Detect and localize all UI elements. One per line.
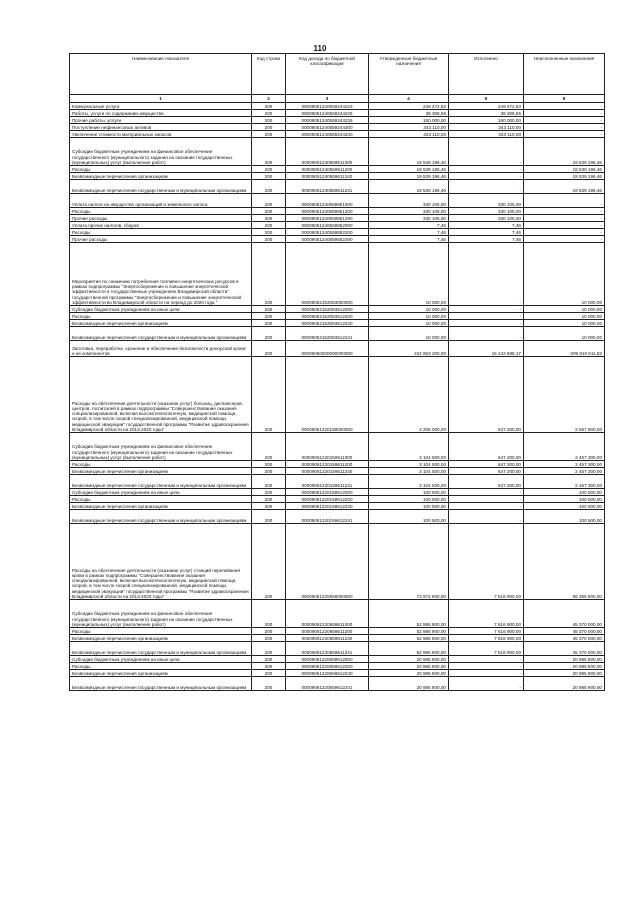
row-approved-cell: 19 539 196,46 <box>369 180 449 194</box>
row-approved-cell: 52 986 900,00 <box>369 600 449 628</box>
row-executed-cell: - <box>449 670 524 677</box>
row-remaining-cell: 2 457 300,00 <box>524 475 605 489</box>
row-remaining-cell: 10 000,00 <box>524 313 605 320</box>
row-code-cell: 200 <box>252 194 286 208</box>
row-name-cell: Расходы <box>70 496 252 503</box>
row-approved-cell: 10 000,00 <box>369 313 449 320</box>
row-approved-cell: 100 500,00 <box>369 496 449 503</box>
row-remaining-cell: 45 370 000,00 <box>524 600 605 628</box>
row-approved-cell: 7,46 <box>369 229 449 236</box>
row-name-cell: Увеличение стоимости материальных запасов <box>70 131 252 138</box>
row-name-cell: Расходы <box>70 628 252 635</box>
row-name-cell: Субсидии бюджетным учреждениям на финансовое обеспечение государственного (муниципального) задания на оказание государственных (муниципальных) услуг (выполнение работ) <box>70 600 252 628</box>
table-row <box>70 103 605 110</box>
row-executed-cell: - <box>449 313 524 320</box>
row-classification-cell: 00009052152083612240 <box>286 320 369 327</box>
row-approved-cell: 20 985 900,00 <box>369 670 449 677</box>
row-approved-cell: 224 953 200,00 <box>369 341 449 357</box>
row-name-cell: Безвозмездные перечисления организациям <box>70 320 252 327</box>
row-approved-cell: 3 104 500,00 <box>369 433 449 461</box>
row-remaining-cell: 10 000,00 <box>524 320 605 327</box>
row-classification-cell: 00009061220659611241 <box>286 642 369 656</box>
column-number-row <box>70 95 605 103</box>
row-remaining-cell: 100 500,00 <box>524 496 605 503</box>
row-remaining-cell: 20 985 900,00 <box>524 663 605 670</box>
row-approved-cell: 100 500,00 <box>369 503 449 510</box>
row-approved-cell: 343 110,00 <box>369 131 449 138</box>
row-code-cell: 200 <box>252 670 286 677</box>
row-code-cell: 200 <box>252 306 286 313</box>
table-row <box>70 306 605 313</box>
row-classification-cell: 00009051240559611240 <box>286 173 369 180</box>
row-remaining-cell: 66 355 900,00 <box>524 524 605 600</box>
row-remaining-cell: - <box>524 103 605 110</box>
row-remaining-cell: 20 985 900,00 <box>524 677 605 691</box>
row-executed-cell: 7,46 <box>449 222 524 229</box>
table-row <box>70 510 605 524</box>
row-remaining-cell: 10 000,00 <box>524 327 605 341</box>
row-executed-cell: 343 110,00 <box>449 124 524 131</box>
row-remaining-cell: 19 539 196,46 <box>524 173 605 180</box>
row-code-cell: 200 <box>252 341 286 357</box>
row-classification-cell: 00009051240559611000 <box>286 138 369 166</box>
row-classification-cell: 00009061220159612240 <box>286 503 369 510</box>
row-executed-cell: - <box>449 510 524 524</box>
row-remaining-cell: 2 457 300,00 <box>524 461 605 468</box>
row-executed-cell: 330 105,00 <box>449 215 524 222</box>
row-executed-cell: 647 200,00 <box>449 468 524 475</box>
row-name-cell: Расходы на обеспечение деятельности (оказание услуг) больниц, диспансеров, центров, госпиталей в рамках подпрограммы "Совершенствование оказания специализированной, включая высокотехнологичную, медицинской помощи, скорой, в том числе скорой специализированной, медицинской помощи, медицинской эвакуации" государственной программы "Развитие здравоохранения Владимирской области на 2013-2020 годы" <box>70 357 252 433</box>
row-approved-cell: 10 000,00 <box>369 327 449 341</box>
row-executed-cell: 7 616 900,00 <box>449 600 524 628</box>
row-name-cell: Безвозмездные перечисления государственным и муниципальным организациям <box>70 180 252 194</box>
row-approved-cell: 100 500,00 <box>369 510 449 524</box>
table-row <box>70 243 605 306</box>
row-code-cell: 200 <box>252 663 286 670</box>
row-name-cell: Поступление нефинансовых активов <box>70 124 252 131</box>
row-approved-cell: 7,46 <box>369 222 449 229</box>
row-classification-cell: 00009051240559851000 <box>286 194 369 208</box>
header-remaining: Неисполненные назначения <box>524 54 605 95</box>
table-row <box>70 496 605 503</box>
column-number: 1 <box>70 95 252 103</box>
row-code-cell: 200 <box>252 635 286 642</box>
row-code-cell: 200 <box>252 433 286 461</box>
row-name-cell: Расходы <box>70 663 252 670</box>
table-row <box>70 313 605 320</box>
row-approved-cell: 249 472,53 <box>369 103 449 110</box>
row-code-cell: 200 <box>252 628 286 635</box>
row-code-cell: 200 <box>252 208 286 215</box>
row-classification-cell: 00009061220659612200 <box>286 663 369 670</box>
row-approved-cell: 52 986 900,00 <box>369 635 449 642</box>
row-name-cell: Расходы <box>70 166 252 173</box>
header-classification: Код дохода по бюджетной классификации <box>286 54 369 95</box>
row-code-cell: 200 <box>252 468 286 475</box>
row-remaining-cell: - <box>524 215 605 222</box>
row-executed-cell: 7 616 900,00 <box>449 635 524 642</box>
column-number: 3 <box>286 95 369 103</box>
row-name-cell: Субсидии бюджетным учреждениям на финансовое обеспечение государственного (муниципального) задания на оказание государственных (муниципальных) услуг (выполнение работ) <box>70 138 252 166</box>
table-row <box>70 503 605 510</box>
row-remaining-cell: - <box>524 229 605 236</box>
row-classification-cell: 00009061220659611000 <box>286 600 369 628</box>
row-executed-cell: 7,46 <box>449 236 524 243</box>
header-executed: Исполнено <box>449 54 524 95</box>
row-code-cell: 200 <box>252 229 286 236</box>
row-approved-cell: 10 000,00 <box>369 320 449 327</box>
row-executed-cell: 7,46 <box>449 229 524 236</box>
row-approved-cell: 3 104 500,00 <box>369 461 449 468</box>
row-executed-cell: - <box>449 327 524 341</box>
row-remaining-cell: 45 370 000,00 <box>524 635 605 642</box>
row-remaining-cell: 10 000,00 <box>524 306 605 313</box>
row-remaining-cell: 10 000,00 <box>524 243 605 306</box>
row-approved-cell: 330 105,00 <box>369 194 449 208</box>
row-executed-cell: - <box>449 243 524 306</box>
table-row <box>70 194 605 208</box>
header-name: Наименование показателя <box>70 54 252 95</box>
row-remaining-cell: 100 500,00 <box>524 489 605 496</box>
row-code-cell: 200 <box>252 677 286 691</box>
row-name-cell: Субсидии бюджетным учреждениям на финансовое обеспечение государственного (муниципального) задания на оказание государственных (муниципальных) услуг (выполнение работ) <box>70 433 252 461</box>
row-name-cell: Прочие расходы <box>70 215 252 222</box>
row-classification-cell: 00009051240559611200 <box>286 166 369 173</box>
row-classification-cell: 00009052152083612241 <box>286 327 369 341</box>
row-name-cell: Безвозмездные перечисления государственным и муниципальным организациям <box>70 510 252 524</box>
row-classification-cell: 00009061220159611241 <box>286 475 369 489</box>
table-row <box>70 180 605 194</box>
row-code-cell: 200 <box>252 236 286 243</box>
row-name-cell: Безвозмездные перечисления организациям <box>70 635 252 642</box>
row-remaining-cell: 45 370 000,00 <box>524 628 605 635</box>
row-classification-cell: 00009061220659612241 <box>286 677 369 691</box>
table-row <box>70 341 605 357</box>
row-code-cell: 200 <box>252 131 286 138</box>
row-approved-cell: 3 104 500,00 <box>369 468 449 475</box>
table-row <box>70 677 605 691</box>
row-code-cell: 200 <box>252 600 286 628</box>
row-name-cell: Уплата налога на имущество организаций и земельного налога <box>70 194 252 208</box>
row-remaining-cell: 19 539 196,46 <box>524 166 605 173</box>
row-code-cell: 200 <box>252 222 286 229</box>
row-classification-cell: 00009061220159611000 <box>286 433 369 461</box>
row-approved-cell: 20 985 900,00 <box>369 656 449 663</box>
row-code-cell: 200 <box>252 173 286 180</box>
row-classification-cell: 00009061220159000000 <box>286 357 369 433</box>
table-row <box>70 215 605 222</box>
column-number: 4 <box>369 95 449 103</box>
row-name-cell: Прочие работы, услуги <box>70 117 252 124</box>
row-approved-cell: 160 000,00 <box>369 117 449 124</box>
table-row <box>70 117 605 124</box>
table-row <box>70 327 605 341</box>
row-executed-cell: - <box>449 138 524 166</box>
row-classification-cell: 00009061220159611200 <box>286 461 369 468</box>
row-classification-cell: 00009052152083612200 <box>286 313 369 320</box>
table-row <box>70 131 605 138</box>
table-row <box>70 628 605 635</box>
table-row <box>70 524 605 600</box>
row-name-cell: Заготовка, переработка, хранение и обеспечение безопасности донорской крови и ее компонентов <box>70 341 252 357</box>
row-executed-cell: 647 200,00 <box>449 475 524 489</box>
row-classification-cell: 00009061220159611240 <box>286 468 369 475</box>
row-executed-cell: - <box>449 663 524 670</box>
table-row <box>70 236 605 243</box>
row-code-cell: 200 <box>252 117 286 124</box>
row-approved-cell: 330 105,00 <box>369 215 449 222</box>
row-executed-cell: 7 616 900,00 <box>449 628 524 635</box>
row-executed-cell: 15 142 588,17 <box>449 341 524 357</box>
row-approved-cell: 39 308,55 <box>369 110 449 117</box>
row-approved-cell: 19 539 196,46 <box>369 138 449 166</box>
row-name-cell: Расходы <box>70 461 252 468</box>
page-number: 110 <box>313 44 327 53</box>
row-name-cell: Субсидии бюджетным учреждениям на иные цели <box>70 306 252 313</box>
row-name-cell: Безвозмездные перечисления организациям <box>70 503 252 510</box>
row-classification-cell: 00009060000000000000 <box>286 341 369 357</box>
row-remaining-cell: 2 557 800,00 <box>524 357 605 433</box>
row-code-cell: 200 <box>252 489 286 496</box>
row-code-cell: 200 <box>252 357 286 433</box>
row-code-cell: 200 <box>252 215 286 222</box>
row-approved-cell: 343 110,00 <box>369 124 449 131</box>
row-remaining-cell: - <box>524 208 605 215</box>
row-name-cell: Безвозмездные перечисления государственным и муниципальным организациям <box>70 642 252 656</box>
row-code-cell: 200 <box>252 327 286 341</box>
row-remaining-cell: 45 370 000,00 <box>524 642 605 656</box>
table-body <box>70 103 605 691</box>
row-classification-cell: 00009061220659611240 <box>286 635 369 642</box>
row-approved-cell: 3 205 000,00 <box>369 357 449 433</box>
row-name-cell: Уплата прочих налогов, сборов <box>70 222 252 229</box>
table-row <box>70 663 605 670</box>
row-executed-cell: 330 105,00 <box>449 208 524 215</box>
row-name-cell: Прочие расходы <box>70 236 252 243</box>
row-name-cell: Субсидии бюджетным учреждениям на иные цели <box>70 656 252 663</box>
row-executed-cell: - <box>449 496 524 503</box>
row-classification-cell: 00009061220659612240 <box>286 670 369 677</box>
row-approved-cell: 73 972 600,00 <box>369 524 449 600</box>
row-name-cell: Расходы <box>70 208 252 215</box>
row-remaining-cell: - <box>524 124 605 131</box>
row-executed-cell: - <box>449 656 524 663</box>
row-remaining-cell: - <box>524 131 605 138</box>
row-classification-cell: 00009051240559244300 <box>286 124 369 131</box>
table-row <box>70 475 605 489</box>
row-approved-cell: 20 985 900,00 <box>369 663 449 670</box>
row-executed-cell: - <box>449 306 524 313</box>
row-approved-cell: 19 539 196,46 <box>369 166 449 173</box>
row-name-cell: Работы, услуги по содержанию имущества <box>70 110 252 117</box>
table-row <box>70 222 605 229</box>
row-code-cell: 200 <box>252 461 286 468</box>
budget-execution-table <box>69 53 605 691</box>
row-classification-cell: 00009051240559244340 <box>286 131 369 138</box>
header-code: Код строки <box>252 54 286 95</box>
row-approved-cell: 3 104 500,00 <box>369 475 449 489</box>
row-code-cell: 200 <box>252 524 286 600</box>
row-remaining-cell: 100 500,00 <box>524 510 605 524</box>
row-classification-cell: 00009061220159612200 <box>286 496 369 503</box>
row-classification-cell: 00009051240559244223 <box>286 103 369 110</box>
row-executed-cell: - <box>449 489 524 496</box>
table-header-row <box>70 54 605 95</box>
row-code-cell: 200 <box>252 496 286 503</box>
row-name-cell: Безвозмездные перечисления государственным и муниципальным организациям <box>70 327 252 341</box>
row-classification-cell: 00009051240559244226 <box>286 117 369 124</box>
row-approved-cell: 20 985 900,00 <box>369 677 449 691</box>
row-code-cell: 200 <box>252 166 286 173</box>
row-classification-cell: 00009061220659611200 <box>286 628 369 635</box>
row-remaining-cell: 20 985 900,00 <box>524 656 605 663</box>
table-row <box>70 642 605 656</box>
row-classification-cell: 00009051240559244225 <box>286 110 369 117</box>
row-executed-cell: - <box>449 180 524 194</box>
table-row <box>70 468 605 475</box>
row-name-cell: Расходы на обеспечение деятельности (оказание услуг) станций переливания крови в рамках подпрограммы "Совершенствование оказания специализированной, включая высокотехнологичную, медицинской помощи, скорой, в том числе скорой специализированной, медицинской помощи, медицинской эвакуации" государственной программы "Развитие здравоохранения Владимирской области на 2013-2020 годы" <box>70 524 252 600</box>
table-row <box>70 635 605 642</box>
table-row <box>70 670 605 677</box>
row-executed-cell: - <box>449 677 524 691</box>
table-row <box>70 166 605 173</box>
row-remaining-cell: - <box>524 222 605 229</box>
row-code-cell: 200 <box>252 475 286 489</box>
row-classification-cell: 00009051240559852290 <box>286 236 369 243</box>
table-row <box>70 208 605 215</box>
row-name-cell: Коммунальные услуги <box>70 103 252 110</box>
row-classification-cell: 00009051240559851200 <box>286 208 369 215</box>
row-approved-cell: 100 500,00 <box>369 489 449 496</box>
table-row <box>70 357 605 433</box>
row-classification-cell: 00009052152083612000 <box>286 306 369 313</box>
row-approved-cell: 52 986 900,00 <box>369 628 449 635</box>
row-classification-cell: 00009051240559852000 <box>286 222 369 229</box>
row-executed-cell: 647 200,00 <box>449 357 524 433</box>
row-approved-cell: 52 986 900,00 <box>369 642 449 656</box>
row-remaining-cell: - <box>524 194 605 208</box>
row-classification-cell: 00009051240559611241 <box>286 180 369 194</box>
row-remaining-cell: 2 457 300,00 <box>524 468 605 475</box>
row-name-cell: Расходы <box>70 313 252 320</box>
row-executed-cell: 249 472,53 <box>449 103 524 110</box>
row-code-cell: 200 <box>252 138 286 166</box>
row-code-cell: 200 <box>252 510 286 524</box>
row-executed-cell: - <box>449 166 524 173</box>
table-row <box>70 124 605 131</box>
row-name-cell: Безвозмездные перечисления организациям <box>70 173 252 180</box>
row-classification-cell: 00009061220159612000 <box>286 489 369 496</box>
row-code-cell: 200 <box>252 656 286 663</box>
row-code-cell: 200 <box>252 642 286 656</box>
row-remaining-cell: 19 539 196,46 <box>524 180 605 194</box>
row-code-cell: 200 <box>252 124 286 131</box>
row-approved-cell: 10 000,00 <box>369 243 449 306</box>
row-executed-cell: 39 308,55 <box>449 110 524 117</box>
row-remaining-cell: 20 985 900,00 <box>524 670 605 677</box>
row-executed-cell: 7 616 900,00 <box>449 642 524 656</box>
table-row <box>70 489 605 496</box>
row-name-cell: Безвозмездные перечисления организациям <box>70 670 252 677</box>
row-remaining-cell: - <box>524 117 605 124</box>
row-classification-cell: 00009052152083000000 <box>286 243 369 306</box>
table-row <box>70 229 605 236</box>
row-code-cell: 200 <box>252 320 286 327</box>
row-remaining-cell: 100 500,00 <box>524 503 605 510</box>
row-code-cell: 200 <box>252 313 286 320</box>
row-classification-cell: 00009061220659612000 <box>286 656 369 663</box>
row-approved-cell: 7,46 <box>369 236 449 243</box>
row-code-cell: 200 <box>252 180 286 194</box>
row-executed-cell: 7 616 900,00 <box>449 524 524 600</box>
row-classification-cell: 00009051240559852200 <box>286 229 369 236</box>
row-code-cell: 200 <box>252 243 286 306</box>
row-remaining-cell: - <box>524 110 605 117</box>
row-executed-cell: - <box>449 503 524 510</box>
row-code-cell: 200 <box>252 110 286 117</box>
column-number: 5 <box>449 95 524 103</box>
row-code-cell: 200 <box>252 103 286 110</box>
table-row <box>70 320 605 327</box>
row-executed-cell: 160 000,00 <box>449 117 524 124</box>
table-row <box>70 433 605 461</box>
row-executed-cell: 330 105,00 <box>449 194 524 208</box>
row-classification-cell: 00009051240559851290 <box>286 215 369 222</box>
row-code-cell: 200 <box>252 503 286 510</box>
row-name-cell: Безвозмездные перечисления организациям <box>70 468 252 475</box>
row-executed-cell: - <box>449 173 524 180</box>
row-approved-cell: 19 539 196,46 <box>369 173 449 180</box>
row-name-cell: Безвозмездные перечисления государственным и муниципальным организациям <box>70 677 252 691</box>
row-remaining-cell: - <box>524 236 605 243</box>
row-name-cell: Расходы <box>70 229 252 236</box>
row-classification-cell: 00009061220659000000 <box>286 524 369 600</box>
row-executed-cell: 647 200,00 <box>449 461 524 468</box>
row-name-cell: Субсидии бюджетным учреждениям на иные цели <box>70 489 252 496</box>
table-row <box>70 138 605 166</box>
row-remaining-cell: 2 457 300,00 <box>524 433 605 461</box>
row-remaining-cell: 19 539 196,46 <box>524 138 605 166</box>
row-approved-cell: 330 105,00 <box>369 208 449 215</box>
row-remaining-cell: 209 810 611,83 <box>524 341 605 357</box>
row-classification-cell: 00009061220159612241 <box>286 510 369 524</box>
row-approved-cell: 10 000,00 <box>369 306 449 313</box>
table-row <box>70 110 605 117</box>
row-executed-cell: 343 110,00 <box>449 131 524 138</box>
row-executed-cell: - <box>449 320 524 327</box>
table-row <box>70 656 605 663</box>
row-name-cell: Мероприятия по снижению потребления топливно-энергетических ресурсов в рамках подпрограммы "Энергосбережение и повышение энергетической эффективности в государственных учреждениях Владимирской области" государственной программы "Энергосбережение и повышение энергетической эффективности во Владимирской области на период до 2020 года " <box>70 243 252 306</box>
table-row <box>70 173 605 180</box>
table-row <box>70 600 605 628</box>
column-number: 6 <box>524 95 605 103</box>
table-row <box>70 461 605 468</box>
header-approved: Утвержденные бюджетные назначения <box>369 54 449 95</box>
column-number: 2 <box>252 95 286 103</box>
row-name-cell: Безвозмездные перечисления государственным и муниципальным организациям <box>70 475 252 489</box>
row-executed-cell: 647 200,00 <box>449 433 524 461</box>
